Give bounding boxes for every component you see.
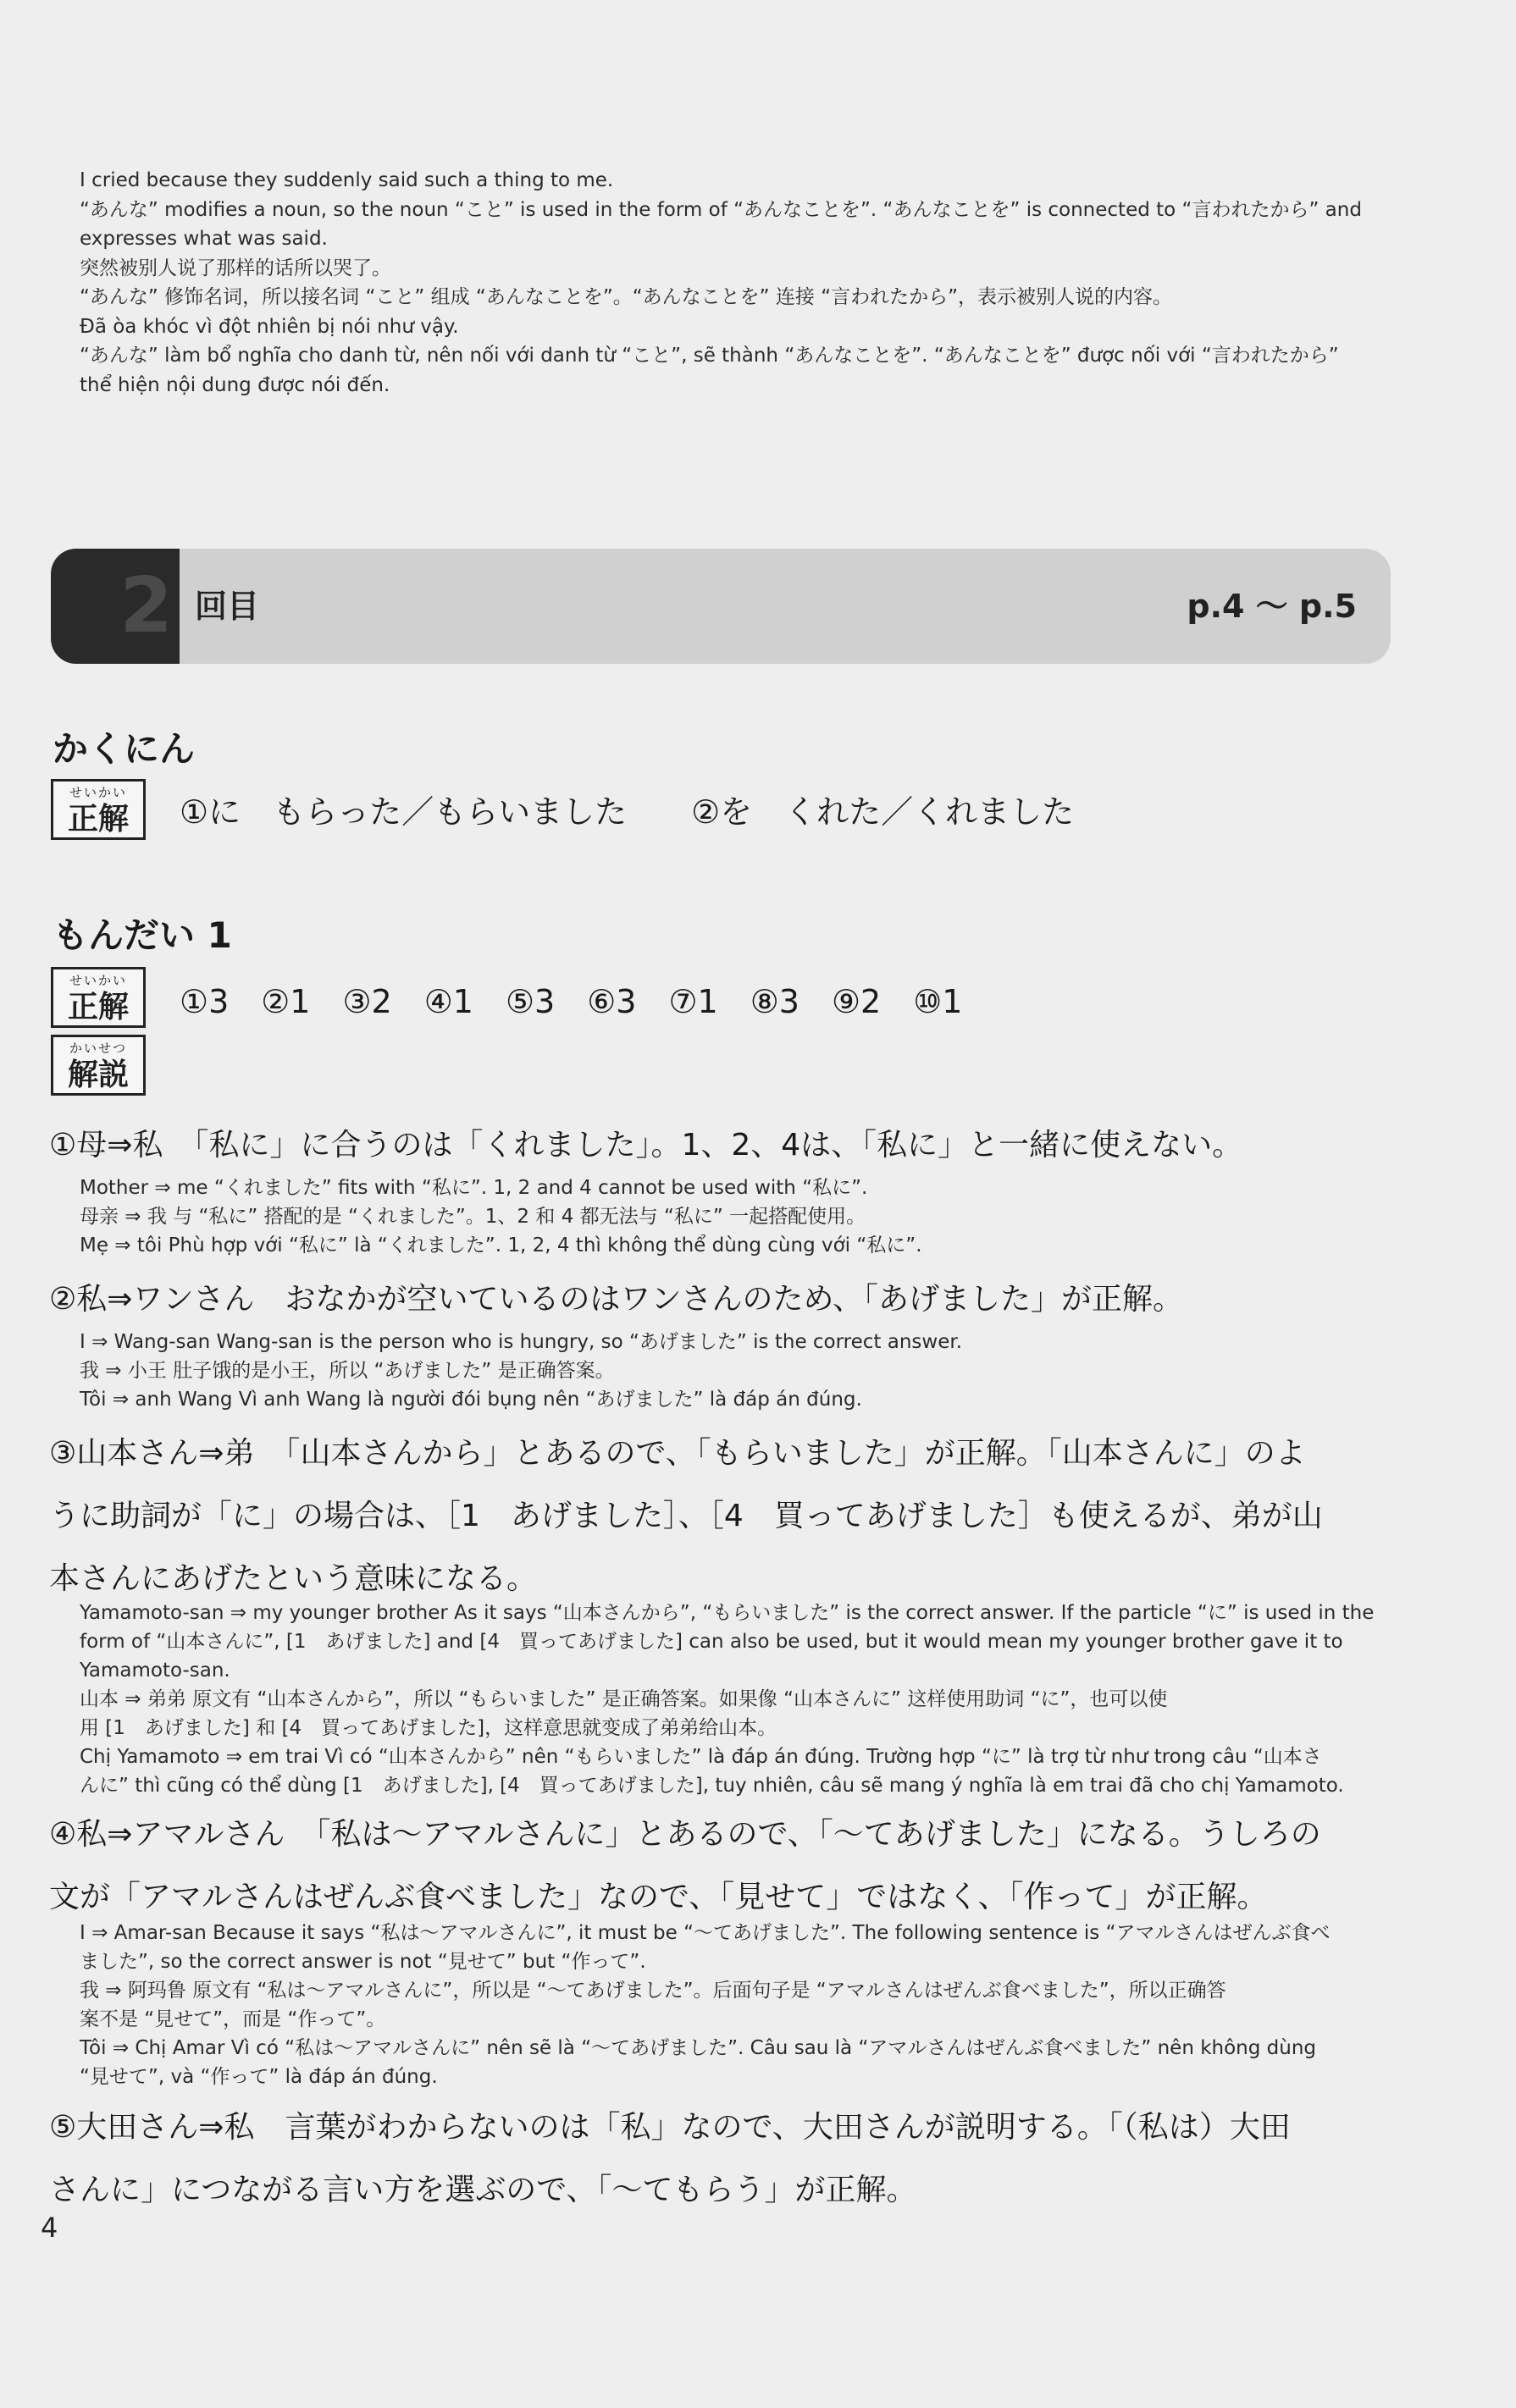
question-3-notes — [80, 1599, 1401, 1800]
note-line: 用 [1 あげました] 和 [4 買ってあげました]，这样意思就变成了弟弟给山本。 — [80, 1717, 777, 1739]
explanation-line: ④私⇒アマルさん 「私は～アマルさんに」とあるので、「～てあげました」になる。うしろの — [49, 1817, 1321, 1852]
correct-answer-badge — [51, 779, 146, 840]
question-1-explanation — [49, 1114, 1404, 1177]
note-line: 母亲 ⇒ 我 与 “私に” 搭配的是 “くれました”。1、2 和 4 都无法与 “私に” 一起搭配使用。 — [80, 1206, 866, 1228]
explanation-line: ②私⇒ワンさん おなかが空いているのはワンさんのため、「あげました」が正解。 — [49, 1282, 1183, 1317]
question-2-explanation — [49, 1268, 1404, 1331]
note-line: Mẹ ⇒ tôi Phù hợp với “私に” là “くれました”. 1, 2, 4 thì không thể dùng cùng với “私に”. — [80, 1234, 922, 1256]
question-2-notes — [80, 1328, 1401, 1414]
note-line: Chị Yamamoto ⇒ em trai Vì có “山本さんから” nên “もらいました” là đáp án đúng. Trường hợp “に” là trợ từ như trong câu “山本さ — [80, 1746, 1322, 1768]
badge-label: 正解 — [67, 802, 129, 837]
correct-answer-badge — [51, 967, 146, 1028]
explanation-line: さんに」につながる言い方を選ぶので、「～てもらう」が正解。 — [49, 2173, 917, 2207]
explanation-line: うに助詞が「に」の場合は、［1 あげました］、［4 買ってあげました］も使えるが、弟が山 — [49, 1499, 1323, 1533]
badge-ruby: かいせつ — [69, 1041, 127, 1056]
badge-ruby: せいかい — [69, 973, 127, 988]
note-line: んに” thì cũng có thể dùng [1 あげました], [4 買ってあげました], tuy nhiên, câu sẽ mang ý nghĩa là em trai đã cho chị Yamamoto. — [80, 1775, 1344, 1797]
note-line: 案不是 “見せて”，而是 “作って”。 — [80, 2008, 386, 2030]
intro-line: thể hiện nội dung được nói đến. — [80, 373, 390, 396]
explanation-line: ①母⇒私 「私に」に合うのは「くれました」。1、2、4は、「私に」と一緒に使えない。 — [49, 1128, 1243, 1163]
note-line: Mother ⇒ me “くれました” fits with “私に”. 1, 2 and 4 cannot be used with “私に”. — [80, 1177, 868, 1199]
intro-line: “あんな” làm bổ nghĩa cho danh từ, nên nối với danh từ “こと”, sẽ thành “あんなことを”. “あんなことを” được nối với “言われたから” — [80, 345, 1339, 367]
explanation-line: 文が「アマルさんはぜんぶ食べました」なので、「見せて」ではなく、「作って」が正解。 — [49, 1880, 1268, 1914]
intro-line: expresses what was said. — [80, 228, 328, 250]
explanation-badge — [51, 1035, 146, 1096]
explanation-line: ③山本さん⇒弟 「山本さんから」とあるので、「もらいました」が正解。「山本さんに」のよ — [49, 1436, 1306, 1471]
note-line: 我 ⇒ 小王 肚子饿的是小王，所以 “あげました” 是正确答案。 — [80, 1360, 615, 1382]
note-line: 山本 ⇒ 弟弟 原文有 “山本さんから”，所以 “もらいました” 是正确答案。如果像 “山本さんに” 这样使用助词 “に”，也可以使 — [80, 1688, 1168, 1710]
intro-line: “あんな” 修饰名词，所以接名词 “こと” 组成 “あんなことを”。“あんなことを” 连接 “言われたから”，表示被别人说的内容。 — [80, 286, 1173, 308]
note-line: 我 ⇒ 阿玛鲁 原文有 “私は～アマルさんに”，所以是 “～てあげました”。后面句子是 “アマルさんはぜんぶ食べました”，所以正确答 — [80, 1980, 1226, 2002]
kakunin-heading: かくにん — [53, 728, 196, 770]
note-line: ました”, so the correct answer is not “見せて” but “作って”. — [80, 1951, 646, 1973]
question-3-explanation — [49, 1422, 1404, 1610]
section-title: 回目 — [195, 588, 260, 625]
badge-label: 正解 — [67, 990, 129, 1025]
kakunin-answer: ①に もらった／もらいました ②を くれた／くれました — [180, 793, 1075, 831]
explanation-line: 本さんにあげたという意味になる。 — [49, 1561, 538, 1596]
question-1-notes — [80, 1174, 1401, 1260]
note-line: Yamamoto-san. — [80, 1660, 230, 1682]
section-number: 2 — [51, 549, 180, 664]
question-5-explanation — [49, 2096, 1404, 2222]
note-line: I ⇒ Amar-san Because it says “私は～アマルさんに”, it must be “～てあげました”. The following sentence is “アマルさんはぜんぶ食べ — [80, 1922, 1331, 1944]
mondai-heading: もんだい 1 — [53, 914, 232, 956]
badge-ruby: せいかい — [69, 785, 127, 800]
explanation-line: ⑤大田さん⇒私 言葉がわからないのは「私」なので、大田さんが説明する。「（私は）大田 — [49, 2110, 1291, 2145]
section-page-range: p.4 ～ p.5 — [1187, 588, 1357, 625]
note-line: Tôi ⇒ Chị Amar Vì có “私は～アマルさんに” nên sẽ là “～てあげました”. Câu sau là “アマルさんはぜんぶ食べました” nên không dùng — [80, 2037, 1317, 2059]
intro-line: “あんな” modifies a noun, so the noun “こと” is used in the form of “あんなことを”. “あんなことを” is connected to “言われたから” and — [80, 198, 1362, 221]
note-line: Yamamoto-san ⇒ my younger brother As it says “山本さんから”, “もらいました” is the correct answer. If the particle “に” is used in the — [80, 1602, 1375, 1624]
section-banner — [51, 549, 1391, 664]
intro-line: Đã òa khóc vì đột nhiên bị nói như vậy. — [80, 315, 459, 338]
intro-explanation — [80, 166, 1401, 400]
note-line: I ⇒ Wang-san Wang-san is the person who is hungry, so “あげました” is the correct answer. — [80, 1331, 963, 1353]
page-number: 4 — [41, 2212, 58, 2244]
intro-line: I cried because they suddenly said such a thing to me. — [80, 169, 614, 191]
badge-label: 解説 — [67, 1058, 129, 1092]
note-line: “見せて”, và “作って” là đáp án đúng. — [80, 2066, 438, 2088]
question-4-explanation — [49, 1803, 1404, 1929]
question-4-notes — [80, 1919, 1401, 2091]
note-line: form of “山本さんに”, [1 あげました] and [4 買ってあげました] can also be used, but it would mean my younger brother gave it to — [80, 1631, 1343, 1653]
note-line: Tôi ⇒ anh Wang Vì anh Wang là người đói bụng nên “あげました” là đáp án đúng. — [80, 1389, 862, 1411]
mondai-answers: ①3 ②1 ③2 ④1 ⑤3 ⑥3 ⑦1 ⑧3 ⑨2 ⑩1 — [180, 983, 963, 1020]
intro-line: 突然被别人说了那样的话所以哭了。 — [80, 257, 391, 279]
